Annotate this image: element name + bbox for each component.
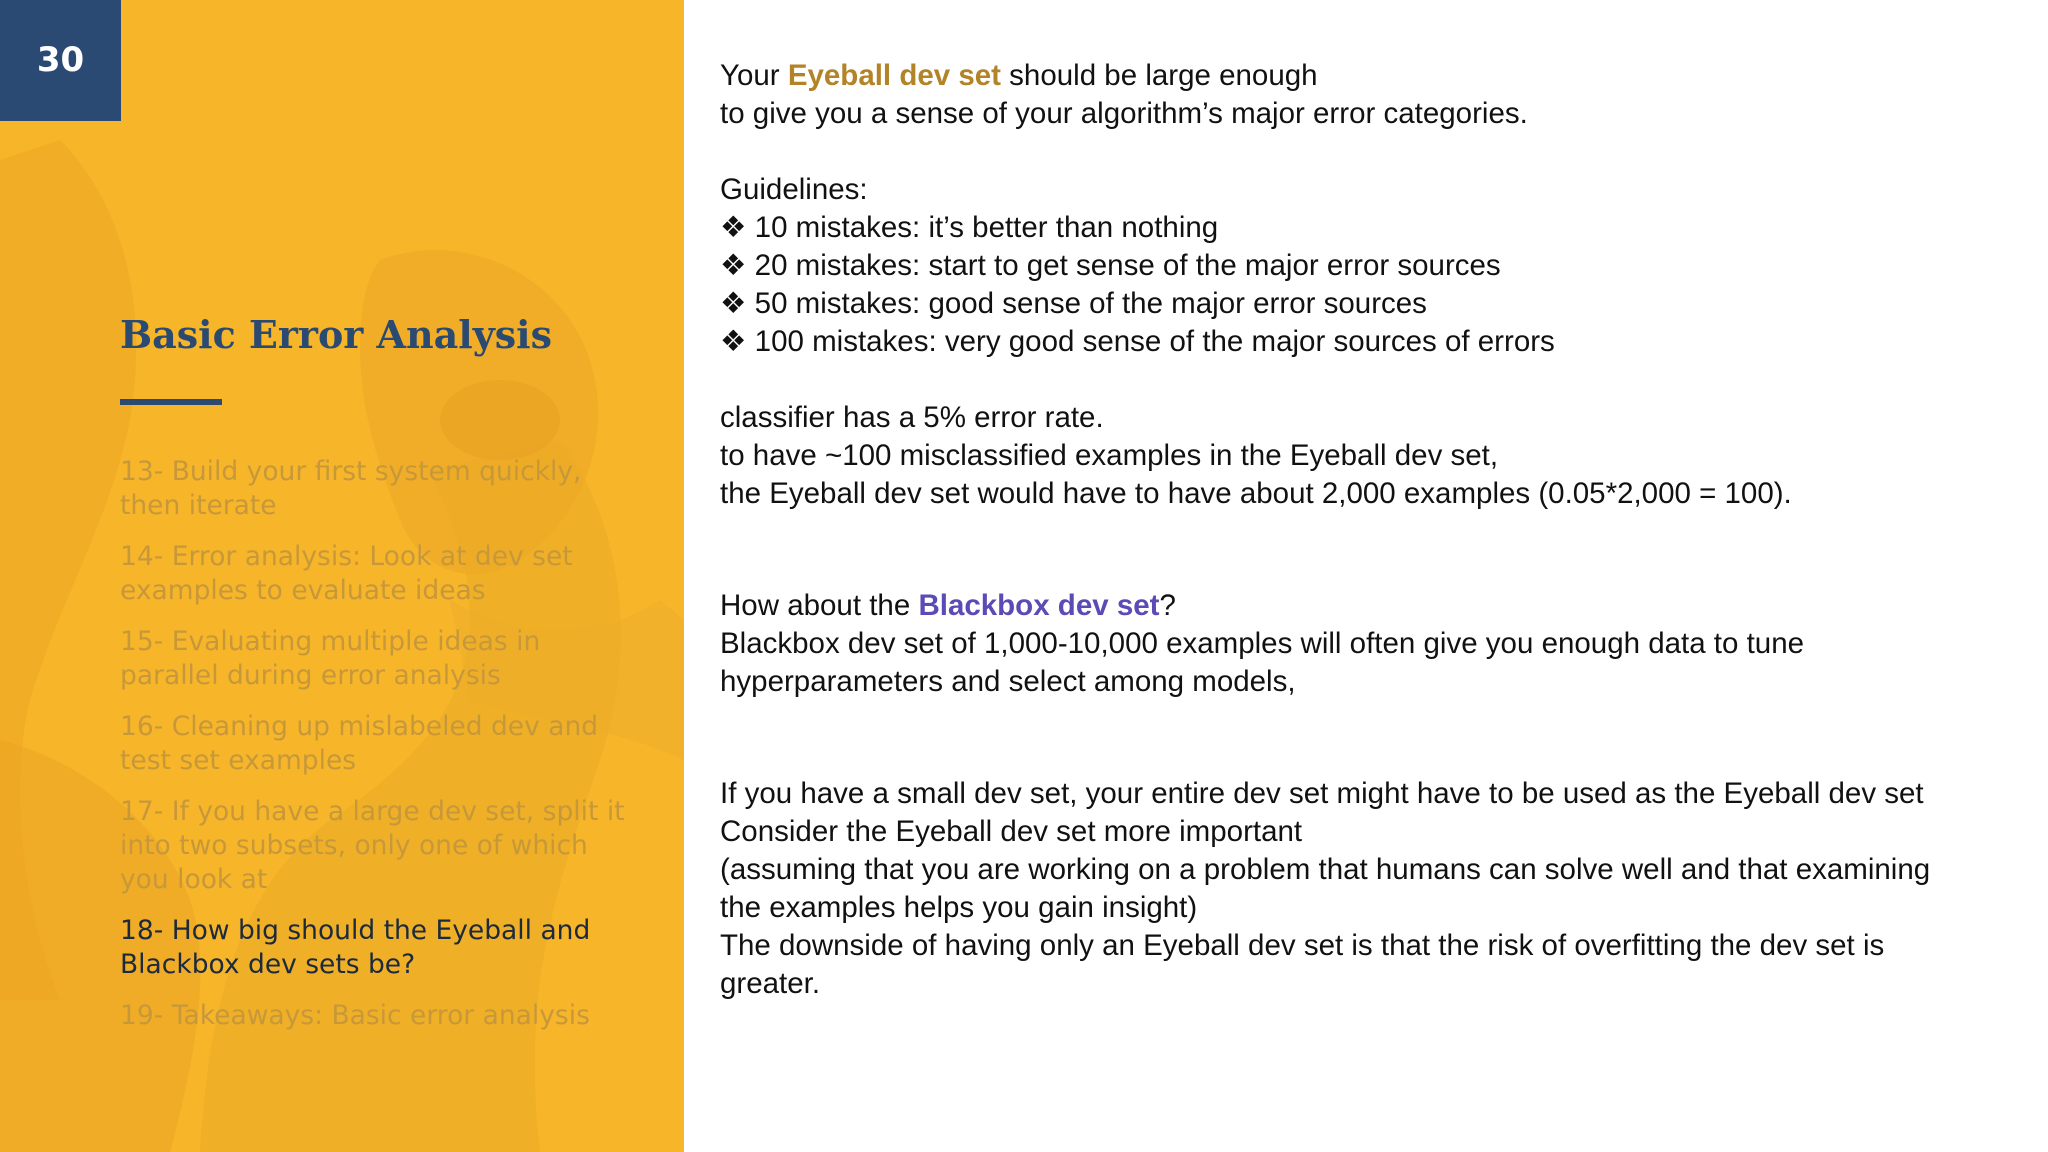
guideline-item: ❖ 50 mistakes: good sense of the major error sources: [720, 287, 1427, 320]
toc-item-16[interactable]: 16- Cleaning up mislabeled dev and test set examples: [120, 711, 599, 776]
example-line: the Eyeball dev set would have to have about 2,000 examples (0.05*2,000 = 100).: [720, 477, 1792, 510]
intro-line-1: Your Eyeball dev set should be large enough: [720, 59, 1318, 92]
small-dev-line: greater.: [720, 967, 821, 1000]
section-title: Basic Error Analysis: [120, 312, 553, 357]
blackbox-dev-set-highlight: Blackbox dev set: [918, 589, 1160, 622]
sidebar-panel: [0, 0, 684, 1152]
blackbox-line: Blackbox dev set of 1,000-10,000 examples will often give you enough data to tune: [720, 627, 1805, 660]
toc-item-17[interactable]: 17- If you have a large dev set, split it into two subsets, only one of which you look at: [120, 796, 625, 895]
slide-content: [720, 57, 2020, 1003]
guideline-item: ❖ 20 mistakes: start to get sense of the major error sources: [720, 249, 1501, 282]
blackbox-question: How about the Blackbox dev set?: [720, 589, 1176, 622]
diamond-bullet-icon: ❖: [720, 211, 747, 244]
toc-item-14[interactable]: 14- Error analysis: Look at dev set examples to evaluate ideas: [120, 541, 573, 606]
small-dev-line: the examples helps you gain insight): [720, 891, 1198, 924]
small-dev-line: The downside of having only an Eyeball dev set is that the risk of overfitting the dev set is: [720, 929, 1885, 962]
toc-item-13[interactable]: 13- Build your first system quickly, then iterate: [120, 456, 582, 521]
example-line: classifier has a 5% error rate.: [720, 401, 1104, 434]
blackbox-line: hyperparameters and select among models,: [720, 665, 1296, 698]
guidelines-heading: Guidelines:: [720, 173, 868, 206]
diamond-bullet-icon: ❖: [720, 325, 747, 358]
small-dev-line: (assuming that you are working on a problem that humans can solve well and that examining: [720, 853, 1931, 886]
toc-item-15[interactable]: 15- Evaluating multiple ideas in parallel during error analysis: [120, 626, 541, 691]
eyeball-dev-set-highlight: Eyeball dev set: [787, 59, 1001, 92]
diamond-bullet-icon: ❖: [720, 287, 747, 320]
page-number-badge: 30: [0, 0, 121, 121]
small-dev-line: Consider the Eyeball dev set more important: [720, 815, 1303, 848]
intro-line-2: to give you a sense of your algorithm’s major error categories.: [720, 97, 1528, 130]
toc-item-18-active[interactable]: 18- How big should the Eyeball and Blackbox dev sets be?: [120, 915, 591, 980]
example-line: to have ~100 misclassified examples in the Eyeball dev set,: [720, 439, 1499, 472]
toc-item-19[interactable]: 19- Takeaways: Basic error analysis: [120, 1000, 590, 1031]
guideline-item: ❖ 100 mistakes: very good sense of the major sources of errors: [720, 325, 1555, 358]
table-of-contents: [120, 455, 640, 1050]
title-underline: [120, 399, 222, 405]
guideline-item: ❖ 10 mistakes: it’s better than nothing: [720, 211, 1219, 244]
small-dev-line: If you have a small dev set, your entire dev set might have to be used as the Eyeball dev set: [720, 777, 1924, 810]
diamond-bullet-icon: ❖: [720, 249, 747, 282]
